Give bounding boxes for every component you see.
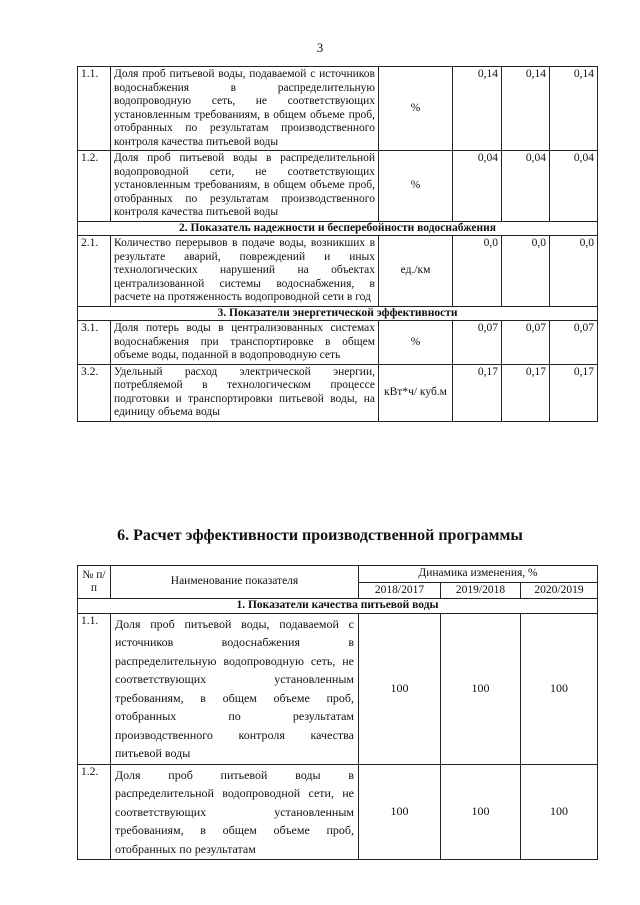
value-cell: 100 <box>441 764 521 860</box>
value-cell: 0,07 <box>502 321 550 365</box>
unit-cell: % <box>379 67 453 151</box>
value-cell: 0,14 <box>502 67 550 151</box>
indicator-name: Доля проб питьевой воды, подаваемой с источников водоснабжения в распределительную водопроводную сеть, не соответствующих установленным требованиям, в общем объеме проб, отобранных по результатам производственного контроля качества питьевой воды <box>111 67 379 151</box>
row-number: 3.2. <box>78 364 111 421</box>
value-cell: 0,07 <box>453 321 502 365</box>
row-number: 1.1. <box>78 613 111 764</box>
value-cell: 0,17 <box>550 364 598 421</box>
table-row <box>78 67 598 151</box>
unit-cell: % <box>379 321 453 365</box>
section-heading: 3. Показатели энергетической эффективности <box>78 306 598 321</box>
value-cell: 0,0 <box>502 236 550 307</box>
unit-cell: % <box>379 151 453 222</box>
value-cell: 0,17 <box>453 364 502 421</box>
indicator-name: Доля проб питьевой воды в распределительной водопроводной сети, не соответствующих установленным требованиям, в общем объеме проб, отобранных по результатам <box>111 764 359 860</box>
section-title: 6. Расчет эффективности производственной программы <box>117 527 523 544</box>
section-row <box>78 221 598 236</box>
table-row <box>78 151 598 222</box>
efficiency-table <box>77 565 598 860</box>
value-cell: 0,04 <box>453 151 502 222</box>
value-cell: 100 <box>521 613 598 764</box>
table-row <box>78 236 598 307</box>
table-row <box>78 321 598 365</box>
row-number: 2.1. <box>78 236 111 307</box>
row-number: 3.1. <box>78 321 111 365</box>
value-cell: 100 <box>521 764 598 860</box>
value-cell: 100 <box>359 613 441 764</box>
indicator-name: Количество перерывов в подаче воды, возникших в результате аварий, повреждений и иных технологических нарушений на объектах централизованной системы водоснабжения, в расчете на протяженность водопроводной сети в год <box>111 236 379 307</box>
row-number: 1.2. <box>78 764 111 860</box>
row-number: 1.1. <box>78 67 111 151</box>
header-num: № п/п <box>78 566 111 599</box>
indicator-name: Доля проб питьевой воды, подаваемой с источников водоснабжения в распределительную водопроводную сеть, не соответствующих установленным требованиям, в общем объеме проб, отобранных по результатам производственного контроля качества питьевой воды <box>111 613 359 764</box>
section-row <box>78 306 598 321</box>
page-number: 3 <box>316 40 324 55</box>
unit-cell: кВт*ч/ куб.м <box>379 364 453 421</box>
row-number: 1.2. <box>78 151 111 222</box>
table-row <box>78 364 598 421</box>
header-year: 2018/2017 <box>359 582 441 599</box>
header-year: 2020/2019 <box>521 582 598 599</box>
group-title: 1. Показатели качества питьевой воды <box>78 599 598 614</box>
value-cell: 0,07 <box>550 321 598 365</box>
header-name: Наименование показателя <box>111 566 359 599</box>
value-cell: 0,0 <box>550 236 598 307</box>
value-cell: 0,17 <box>502 364 550 421</box>
section-heading: 2. Показатель надежности и бесперебойности водоснабжения <box>78 221 598 236</box>
unit-cell: ед./км <box>379 236 453 307</box>
value-cell: 0,14 <box>453 67 502 151</box>
table-row <box>78 613 598 764</box>
table-row <box>78 764 598 860</box>
indicator-name: Удельный расход электрической энергии, потребляемой в технологическом процессе подготовки и транспортировки питьевой воды, на единицу объема воды <box>111 364 379 421</box>
header-year: 2019/2018 <box>441 582 521 599</box>
value-cell: 100 <box>359 764 441 860</box>
value-cell: 0,0 <box>453 236 502 307</box>
value-cell: 0,04 <box>502 151 550 222</box>
header-dynamics: Динамика изменения, % <box>359 566 598 583</box>
value-cell: 0,14 <box>550 67 598 151</box>
value-cell: 100 <box>441 613 521 764</box>
indicators-table <box>77 66 598 422</box>
indicator-name: Доля потерь воды в централизованных системах водоснабжения при транспортировке в общем объеме воды, поданной в водопроводную сеть <box>111 321 379 365</box>
indicator-name: Доля проб питьевой воды в распределительной водопроводной сети, не соответствующих установленным требованиям, в общем объеме проб, отобранных по результатам производственного контроля качества питьевой воды <box>111 151 379 222</box>
value-cell: 0,04 <box>550 151 598 222</box>
